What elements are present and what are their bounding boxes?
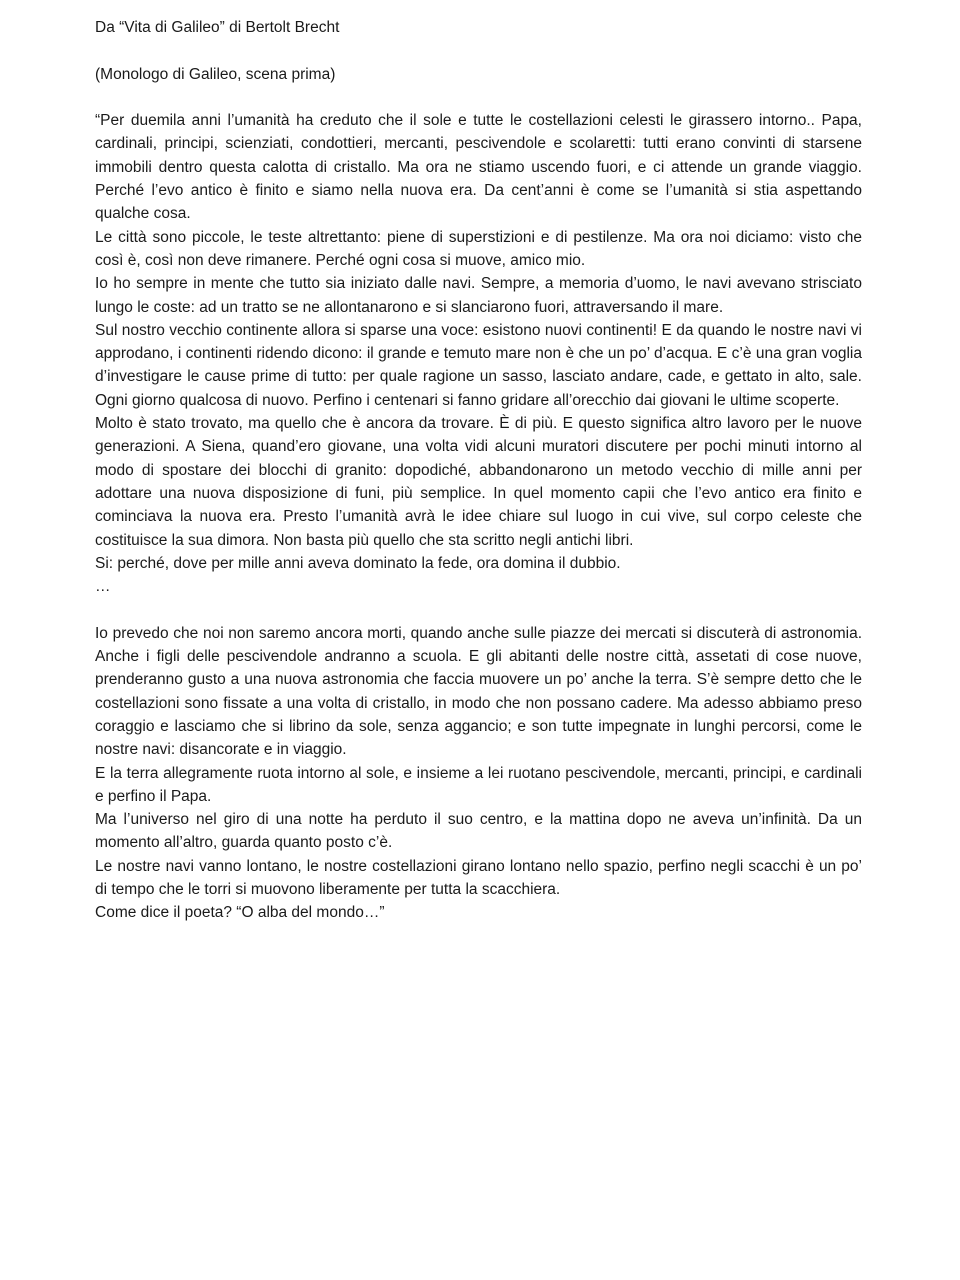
paragraph: Come dice il poeta? “O alba del mondo…” — [95, 904, 385, 922]
document-subtitle: (Monologo di Galileo, scena prima) — [95, 65, 336, 83]
section-gap — [95, 598, 862, 621]
paragraph: Le nostre navi vanno lontano, le nostre costellazioni girano lontano nello spazio, perfino negli scacchi è un po’ di tempo che le torri si muovono liberamente per tutta la scacchiera. — [95, 857, 862, 898]
paragraph: Io ho sempre in mente che tutto sia iniziato dalle navi. Sempre, a memoria d’uomo, le navi avevano strisciato lungo le coste: ad un tratto se ne allontanarono e si slanciarono fuori, attraversando il mare. — [95, 275, 862, 316]
paragraph: Ma l’universo nel giro di una notte ha perduto il suo centro, e la mattina dopo ne aveva un’infinità. Da un momento all’altro, guarda quanto posto c’è. — [95, 811, 862, 852]
omission-ellipsis: … — [95, 578, 111, 596]
monologue-part-2 — [95, 622, 862, 925]
paragraph: Molto è stato trovato, ma quello che è ancora da trovare. È di più. E questo significa altro lavoro per le nuove generazioni. A Siena, quand’ero giovane, una volta vidi alcuni muratori discutere per pochi minuti intorno al modo di spostare dei blocchi di granito: dopodiché, abbandonarono un metodo vecchio di mille anni per adottare una nuova disposizione di funi, più semplice. In quel momento capii che l’evo antico era finito e cominciava la nuova era. Presto l’umanità avrà le idee chiare sul luogo in cui vive, sul corpo celeste che costituisce la sua dimora. Non basta più quello che sta scritto negli antichi libri. — [95, 415, 862, 549]
paragraph: Le città sono piccole, le teste altrettanto: piene di superstizioni e di pestilenze. Ma ora noi diciamo: visto che così è, così non deve rimanere. Perché ogni cosa si muove, amico mio. — [95, 228, 862, 269]
document-content — [95, 16, 862, 925]
monologue-part-1 — [95, 109, 862, 598]
paragraph: “Per duemila anni l’umanità ha creduto che il sole e tutte le costellazioni celesti le girassero intorno.. Papa, cardinali, principi, scienziati, condottieri, mercanti, pescivendole e scolaretti: tutti erano convinti di starsene immobili dentro questa calotta di cristallo. Ma ora ne stiamo uscendo fuori, e ci attende un grande viaggio. Perché l’evo antico è finito e siamo nella nuova era. Da cent’anni è come se l’umanità si stia aspettando qualche cosa. — [95, 112, 862, 223]
paragraph: E la terra allegramente ruota intorno al sole, e insieme a lei ruotano pescivendole, mercanti, principi, e cardinali e perfino il Papa. — [95, 764, 862, 805]
document-title: Da “Vita di Galileo” di Bertolt Brecht — [95, 19, 340, 36]
paragraph: Io prevedo che noi non saremo ancora morti, quando anche sulle piazze dei mercati si discuterà di astronomia. Anche i figli delle pescivendole andranno a scuola. E gli abitanti delle nostre città, assetati di cose nuove, prenderanno gusto a una nuova astronomia che faccia muovere un po’ anche la terra. S’è sempre detto che le costellazioni sono fissate a una volta di cristallo, in modo che non possano cadere. Ma adesso abbiamo preso coraggio e lasciamo che si librino da sole, senza aggancio; e son tutte impegnate in lunghi percorsi, come le nostre navi: disancorate e in viaggio. — [95, 624, 862, 759]
paragraph: Sul nostro vecchio continente allora si sparse una voce: esistono nuovi continenti! E da quando le nostre navi vi approdano, i continenti ridendo dicono: il grande e temuto mare non è che un po’ d’acqua. E c’è una gran voglia d’investigare le cause prime di tutto: per quale ragione un sasso, lasciato andare, cade, e gettato in alto, sale. Ogni giorno qualcosa di nuovo. Perfino i centenari si fanno gridare all’orecchio dai giovani le ultime scoperte. — [95, 321, 862, 409]
paragraph: Si: perché, dove per mille anni aveva dominato la fede, ora domina il dubbio. — [95, 554, 621, 572]
